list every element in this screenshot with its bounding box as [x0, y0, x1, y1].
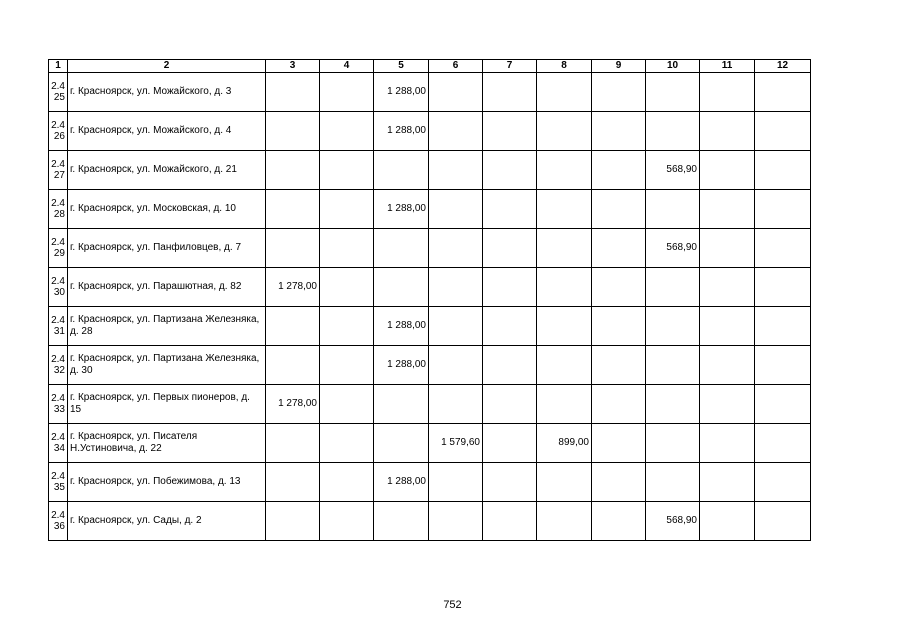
value-cell	[537, 229, 592, 268]
value-cell	[374, 151, 429, 190]
row-number-index: 26	[53, 131, 65, 142]
row-number-index: 33	[53, 404, 65, 415]
value-cell	[537, 385, 592, 424]
value-cell	[429, 73, 483, 112]
value-cell	[646, 463, 700, 502]
page-number: 752	[443, 599, 462, 611]
column-header: 10	[646, 60, 700, 73]
value-cell	[374, 229, 429, 268]
address-cell: г. Красноярск, ул. Можайского, д. 21	[68, 151, 266, 190]
value-cell	[700, 502, 755, 541]
value-cell	[429, 151, 483, 190]
row-number-index: 25	[53, 92, 65, 103]
value-cell	[700, 346, 755, 385]
value-cell	[646, 307, 700, 346]
value-cell	[483, 229, 537, 268]
table-row	[49, 307, 811, 346]
value-cell	[320, 424, 374, 463]
value-cell	[592, 424, 646, 463]
column-header: 7	[483, 60, 537, 73]
value-cell: 568,90	[646, 229, 700, 268]
table-row	[49, 502, 811, 541]
value-cell	[700, 424, 755, 463]
value-cell: 1 288,00	[374, 112, 429, 151]
value-cell	[320, 229, 374, 268]
column-header: 12	[755, 60, 811, 73]
value-cell	[755, 463, 811, 502]
row-number-section: 2.4	[51, 159, 65, 170]
value-cell	[755, 73, 811, 112]
value-cell: 1 579,60	[429, 424, 483, 463]
value-cell	[483, 307, 537, 346]
value-cell	[537, 112, 592, 151]
value-cell	[483, 151, 537, 190]
row-number-section: 2.4	[51, 237, 65, 248]
value-cell	[755, 346, 811, 385]
value-cell	[266, 424, 320, 463]
value-cell	[266, 73, 320, 112]
column-header: 8	[537, 60, 592, 73]
row-number	[49, 73, 68, 112]
row-number-index: 35	[53, 482, 65, 493]
value-cell	[320, 463, 374, 502]
data-table	[48, 59, 811, 541]
value-cell: 1 288,00	[374, 190, 429, 229]
row-number-section: 2.4	[51, 510, 65, 521]
row-number-section: 2.4	[51, 276, 65, 287]
row-number-section: 2.4	[51, 432, 65, 443]
address-cell: г. Красноярск, ул. Сады, д. 2	[68, 502, 266, 541]
value-cell	[266, 463, 320, 502]
column-header: 3	[266, 60, 320, 73]
row-number-index: 28	[53, 209, 65, 220]
value-cell	[483, 424, 537, 463]
table-row	[49, 73, 811, 112]
value-cell	[537, 190, 592, 229]
row-number-index: 32	[53, 365, 65, 376]
value-cell	[537, 346, 592, 385]
row-number-index: 27	[53, 170, 65, 181]
value-cell: 1 278,00	[266, 385, 320, 424]
value-cell	[266, 307, 320, 346]
address-cell: г. Красноярск, ул. Писателя Н.Устиновича, д. 22	[68, 424, 266, 463]
value-cell	[320, 73, 374, 112]
address-cell: г. Красноярск, ул. Можайского, д. 3	[68, 73, 266, 112]
value-cell	[320, 268, 374, 307]
row-number	[49, 112, 68, 151]
value-cell	[266, 112, 320, 151]
row-number-section: 2.4	[51, 393, 65, 404]
row-number-index: 36	[53, 521, 65, 532]
value-cell	[320, 190, 374, 229]
value-cell	[483, 346, 537, 385]
value-cell	[592, 463, 646, 502]
value-cell	[646, 112, 700, 151]
header-row	[49, 60, 811, 73]
row-number	[49, 151, 68, 190]
value-cell	[429, 229, 483, 268]
value-cell	[700, 151, 755, 190]
value-cell	[646, 385, 700, 424]
column-header: 11	[700, 60, 755, 73]
value-cell: 568,90	[646, 151, 700, 190]
value-cell: 1 288,00	[374, 346, 429, 385]
value-cell	[646, 346, 700, 385]
row-number	[49, 502, 68, 541]
value-cell	[592, 112, 646, 151]
value-cell: 568,90	[646, 502, 700, 541]
table-row	[49, 346, 811, 385]
value-cell	[700, 385, 755, 424]
value-cell	[266, 502, 320, 541]
value-cell	[429, 268, 483, 307]
value-cell	[537, 307, 592, 346]
value-cell: 1 288,00	[374, 463, 429, 502]
address-cell: г. Красноярск, ул. Партизана Железняка, д. 30	[68, 346, 266, 385]
address-cell: г. Красноярск, ул. Партизана Железняка, д. 28	[68, 307, 266, 346]
value-cell	[429, 112, 483, 151]
value-cell	[700, 463, 755, 502]
value-cell	[320, 346, 374, 385]
value-cell	[483, 73, 537, 112]
row-number	[49, 229, 68, 268]
value-cell	[537, 151, 592, 190]
row-number-index: 34	[53, 443, 65, 454]
value-cell	[374, 502, 429, 541]
table-row	[49, 112, 811, 151]
table-row	[49, 424, 811, 463]
value-cell	[592, 229, 646, 268]
row-number-section: 2.4	[51, 471, 65, 482]
value-cell	[755, 268, 811, 307]
value-cell	[374, 385, 429, 424]
table-row	[49, 385, 811, 424]
value-cell	[700, 268, 755, 307]
value-cell	[646, 268, 700, 307]
value-cell	[592, 268, 646, 307]
row-number	[49, 268, 68, 307]
table-row	[49, 229, 811, 268]
column-header: 5	[374, 60, 429, 73]
row-number	[49, 385, 68, 424]
row-number-section: 2.4	[51, 81, 65, 92]
value-cell	[429, 385, 483, 424]
value-cell	[429, 307, 483, 346]
value-cell	[755, 151, 811, 190]
table-row	[49, 463, 811, 502]
value-cell	[266, 151, 320, 190]
row-number-section: 2.4	[51, 198, 65, 209]
value-cell	[483, 112, 537, 151]
address-cell: г. Красноярск, ул. Можайского, д. 4	[68, 112, 266, 151]
row-number-index: 29	[53, 248, 65, 259]
value-cell	[755, 229, 811, 268]
value-cell: 1 278,00	[266, 268, 320, 307]
value-cell	[320, 151, 374, 190]
address-cell: г. Красноярск, ул. Парашютная, д. 82	[68, 268, 266, 307]
value-cell	[592, 73, 646, 112]
value-cell	[483, 190, 537, 229]
value-cell	[429, 346, 483, 385]
value-cell	[537, 463, 592, 502]
value-cell	[266, 190, 320, 229]
column-header: 9	[592, 60, 646, 73]
row-number-section: 2.4	[51, 315, 65, 326]
address-cell: г. Красноярск, ул. Московская, д. 10	[68, 190, 266, 229]
value-cell	[537, 268, 592, 307]
value-cell	[700, 190, 755, 229]
value-cell	[429, 190, 483, 229]
value-cell	[755, 307, 811, 346]
value-cell	[700, 229, 755, 268]
value-cell: 1 288,00	[374, 307, 429, 346]
value-cell	[755, 502, 811, 541]
value-cell	[320, 307, 374, 346]
address-cell: г. Красноярск, ул. Первых пионеров, д. 15	[68, 385, 266, 424]
value-cell	[429, 502, 483, 541]
column-header: 2	[68, 60, 266, 73]
value-cell	[755, 112, 811, 151]
value-cell	[320, 502, 374, 541]
row-number-index: 30	[53, 287, 65, 298]
value-cell	[592, 307, 646, 346]
row-number	[49, 190, 68, 229]
address-cell: г. Красноярск, ул. Панфиловцев, д. 7	[68, 229, 266, 268]
column-header: 6	[429, 60, 483, 73]
row-number	[49, 346, 68, 385]
value-cell	[537, 502, 592, 541]
value-cell: 899,00	[537, 424, 592, 463]
value-cell	[592, 151, 646, 190]
row-number-index: 31	[53, 326, 65, 337]
value-cell	[374, 268, 429, 307]
address-cell: г. Красноярск, ул. Побежимова, д. 13	[68, 463, 266, 502]
row-number	[49, 463, 68, 502]
value-cell	[592, 190, 646, 229]
value-cell	[755, 385, 811, 424]
value-cell	[266, 229, 320, 268]
column-header: 4	[320, 60, 374, 73]
table-row	[49, 190, 811, 229]
value-cell	[592, 502, 646, 541]
value-cell	[374, 424, 429, 463]
value-cell	[592, 346, 646, 385]
table-row	[49, 151, 811, 190]
value-cell	[483, 463, 537, 502]
value-cell	[483, 385, 537, 424]
column-header: 1	[49, 60, 68, 73]
value-cell	[755, 190, 811, 229]
value-cell	[700, 73, 755, 112]
value-cell	[700, 307, 755, 346]
row-number	[49, 307, 68, 346]
value-cell: 1 288,00	[374, 73, 429, 112]
value-cell	[483, 268, 537, 307]
value-cell	[646, 424, 700, 463]
row-number	[49, 424, 68, 463]
value-cell	[646, 73, 700, 112]
value-cell	[429, 463, 483, 502]
value-cell	[320, 385, 374, 424]
table-row	[49, 268, 811, 307]
value-cell	[646, 190, 700, 229]
row-number-section: 2.4	[51, 354, 65, 365]
value-cell	[483, 502, 537, 541]
value-cell	[320, 112, 374, 151]
value-cell	[755, 424, 811, 463]
value-cell	[592, 385, 646, 424]
value-cell	[266, 346, 320, 385]
value-cell	[537, 73, 592, 112]
value-cell	[700, 112, 755, 151]
row-number-section: 2.4	[51, 120, 65, 131]
